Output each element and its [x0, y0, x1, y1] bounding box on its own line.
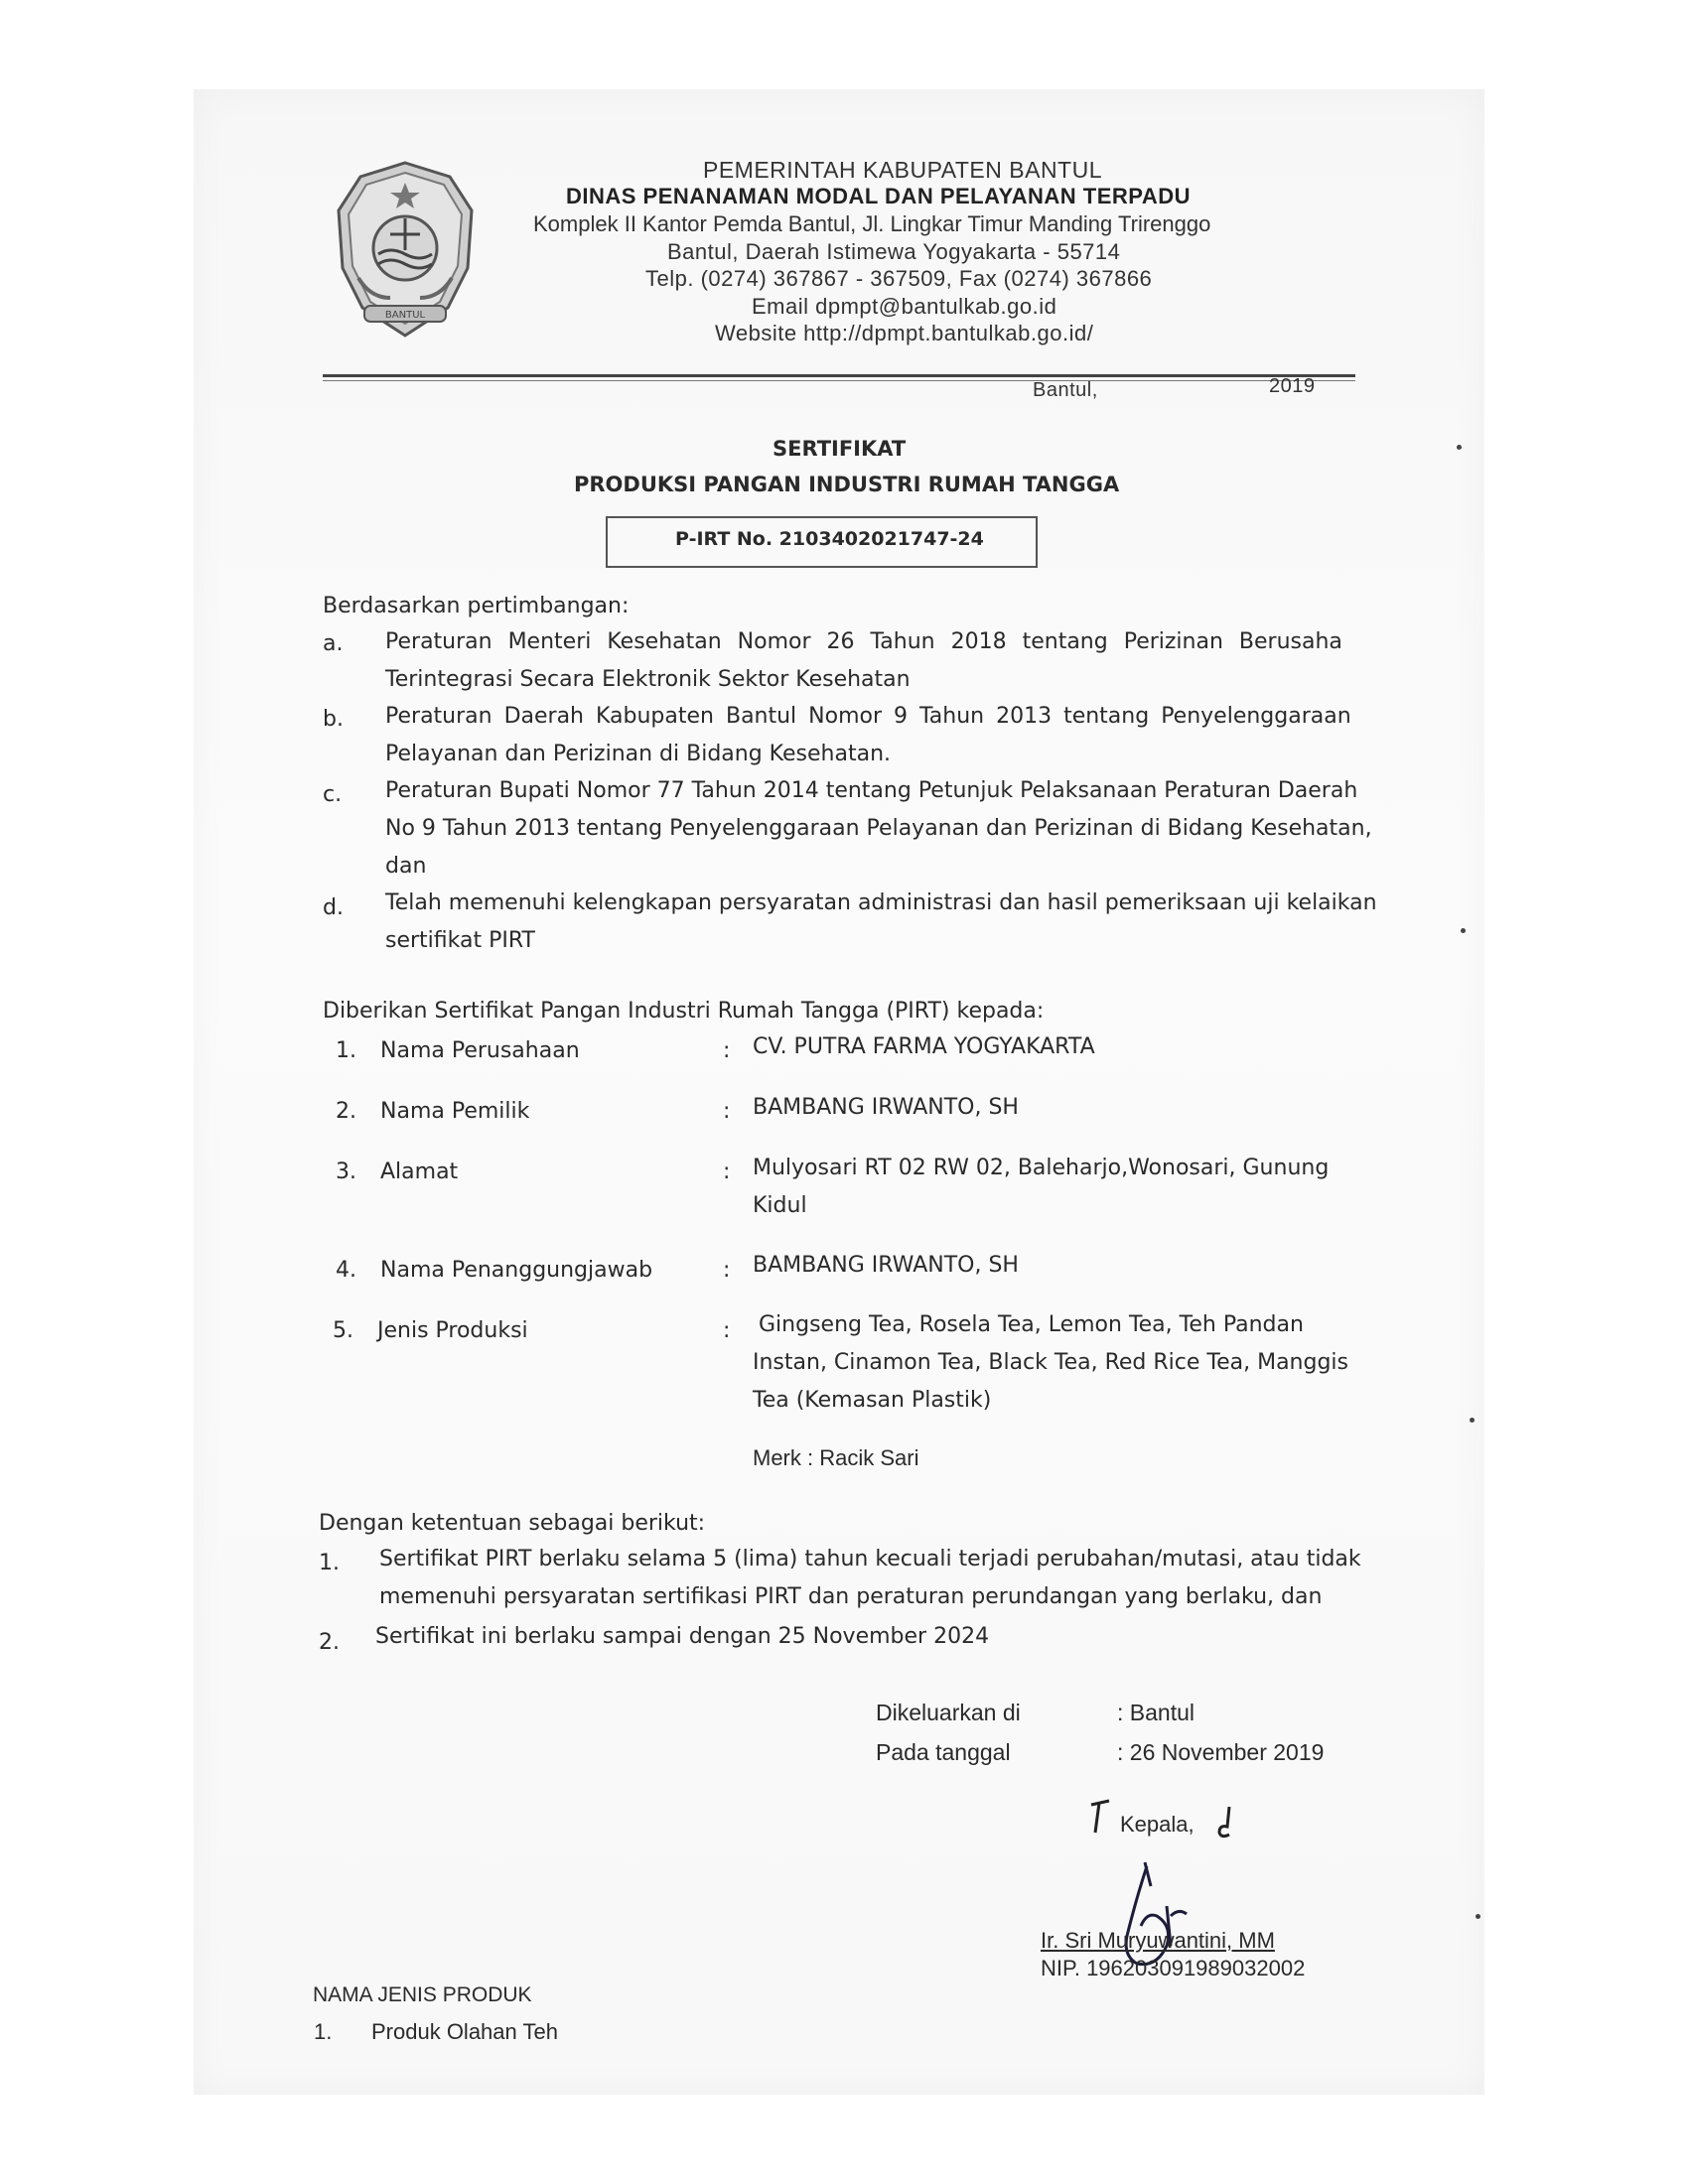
footer-heading: NAMA JENIS PRODUK	[313, 1983, 532, 2006]
grant-intro: Diberikan Sertifikat Pangan Industri Rumah Tangga (PIRT) kepada:	[323, 999, 1045, 1024]
field-value-products: Tea (Kemasan Plastik)	[753, 1388, 992, 1413]
date-place: Bantul,	[1033, 379, 1098, 401]
title-pirt: PRODUKSI PANGAN INDUSTRI RUMAH TANGGA	[574, 473, 1120, 496]
seal-text: BANTUL	[384, 310, 426, 321]
consideration-text: No 9 Tahun 2013 tentang Penyelenggaraan Pelayanan dan Perizinan di Bidang Kesehatan,	[385, 816, 1372, 841]
field-number: 5.	[333, 1318, 353, 1343]
consideration-marker: d.	[323, 895, 344, 920]
considerations-intro: Berdasarkan pertimbangan:	[323, 594, 630, 618]
header-email: Email dpmpt@bantulkab.go.id	[752, 294, 1057, 319]
field-separator: :	[723, 1318, 731, 1343]
field-value-address: Mulyosari RT 02 RW 02, Baleharjo,Wonosari, Gunung	[753, 1156, 1330, 1180]
signer-nip: NIP. 196203091989032002	[1041, 1956, 1306, 1980]
field-value-address: Kidul	[753, 1193, 807, 1218]
condition-number: 1.	[319, 1551, 340, 1575]
bantul-regency-seal	[331, 159, 480, 342]
footer-item-label: Produk Olahan Teh	[371, 2019, 558, 2044]
field-separator: :	[723, 1258, 731, 1283]
date-year: 2019	[1269, 375, 1316, 397]
scan-speck	[1457, 445, 1462, 450]
header-government: PEMERINTAH KABUPATEN BANTUL	[703, 157, 1103, 183]
field-value-company: CV. PUTRA FARMA YOGYAKARTA	[753, 1034, 1095, 1059]
condition-text: memenuhi persyaratan sertifikasi PIRT dan peraturan perundangan yang berlaku, dan	[379, 1584, 1323, 1609]
field-label: Alamat	[380, 1160, 459, 1184]
scan-speck	[1461, 928, 1466, 933]
consideration-text: Pelayanan dan Perizinan di Bidang Kesehatan.	[385, 742, 892, 766]
consideration-text: Peraturan Daerah Kabupaten Bantul Nomor 9 Tahun 2013 tentang Penyelenggaraan	[385, 704, 1351, 729]
consideration-text: Terintegrasi Secara Elektronik Sektor Kesehatan	[385, 667, 911, 692]
consideration-marker: a.	[323, 631, 344, 656]
field-number: 2.	[336, 1099, 356, 1124]
field-label: Nama Pemilik	[380, 1099, 530, 1124]
letterhead-rule	[323, 374, 1355, 377]
consideration-text: Telah memenuhi kelengkapan persyaratan administrasi dan hasil pemeriksaan uji kelaikan	[385, 890, 1377, 915]
scan-speck	[1476, 1914, 1480, 1919]
letterhead-rule-thin	[323, 380, 1355, 381]
header-website: Website http://dpmpt.bantulkab.go.id/	[715, 321, 1094, 345]
header-phone: Telp. (0274) 367867 - 367509, Fax (0274) 367866	[645, 266, 1153, 291]
initial-mark-right	[1213, 1805, 1239, 1841]
field-separator: :	[723, 1038, 731, 1063]
consideration-marker: b.	[323, 707, 344, 732]
condition-text: Sertifikat ini berlaku sampai dengan 25 November 2024	[375, 1624, 990, 1649]
field-number: 1.	[336, 1038, 356, 1063]
issued-at-value: : Bantul	[1117, 1700, 1195, 1725]
field-value-products: Instan, Cinamon Tea, Black Tea, Red Rice Tea, Manggis	[753, 1350, 1349, 1375]
issued-date-label: Pada tanggal	[876, 1739, 1011, 1765]
issued-at-label: Dikeluarkan di	[876, 1700, 1021, 1725]
consideration-text: dan	[385, 854, 427, 879]
conditions-intro: Dengan ketentuan sebagai berikut:	[319, 1511, 706, 1536]
footer-item-number: 1.	[314, 2019, 333, 2044]
header-address-line1: Komplek II Kantor Pemda Bantul, Jl. Lingkar Timur Manding Trirenggo	[533, 211, 1211, 236]
signer-name: Ir. Sri Muryuwantini, MM	[1041, 1928, 1275, 1953]
consideration-marker: c.	[323, 782, 343, 807]
field-label: Nama Penanggungjawab	[380, 1258, 653, 1283]
field-number: 3.	[336, 1160, 356, 1184]
condition-number: 2.	[319, 1630, 340, 1655]
field-value-owner: BAMBANG IRWANTO, SH	[753, 1095, 1019, 1120]
field-value-responsible: BAMBANG IRWANTO, SH	[753, 1253, 1019, 1278]
pirt-number: P-IRT No. 2103402021747-24	[675, 528, 984, 550]
initial-mark-left	[1085, 1797, 1115, 1837]
consideration-text: Peraturan Bupati Nomor 77 Tahun 2014 tentang Petunjuk Pelaksanaan Peraturan Daerah	[385, 778, 1358, 803]
signer-position: Kepala,	[1120, 1812, 1195, 1837]
issued-date-value: : 26 November 2019	[1117, 1739, 1325, 1765]
field-separator: :	[723, 1160, 731, 1184]
consideration-text: sertifikat PIRT	[385, 928, 535, 953]
field-value-products: Gingseng Tea, Rosela Tea, Lemon Tea, Teh Pandan	[759, 1312, 1304, 1337]
field-label: Nama Perusahaan	[380, 1038, 580, 1063]
condition-text: Sertifikat PIRT berlaku selama 5 (lima) tahun kecuali terjadi perubahan/mutasi, atau tidak	[379, 1547, 1361, 1571]
field-separator: :	[723, 1099, 731, 1124]
field-number: 4.	[336, 1258, 356, 1283]
consideration-text: Peraturan Menteri Kesehatan Nomor 26 Tahun 2018 tentang Perizinan Berusaha	[385, 629, 1342, 654]
brand-name: Merk : Racik Sari	[753, 1445, 919, 1470]
scan-speck	[1470, 1418, 1475, 1423]
header-agency: DINAS PENANAMAN MODAL DAN PELAYANAN TERPADU	[566, 184, 1191, 208]
field-label: Jenis Produksi	[377, 1318, 528, 1343]
title-sertifikat: SERTIFIKAT	[773, 437, 907, 461]
header-address-line2: Bantul, Daerah Istimewa Yogyakarta - 55714	[667, 239, 1121, 264]
